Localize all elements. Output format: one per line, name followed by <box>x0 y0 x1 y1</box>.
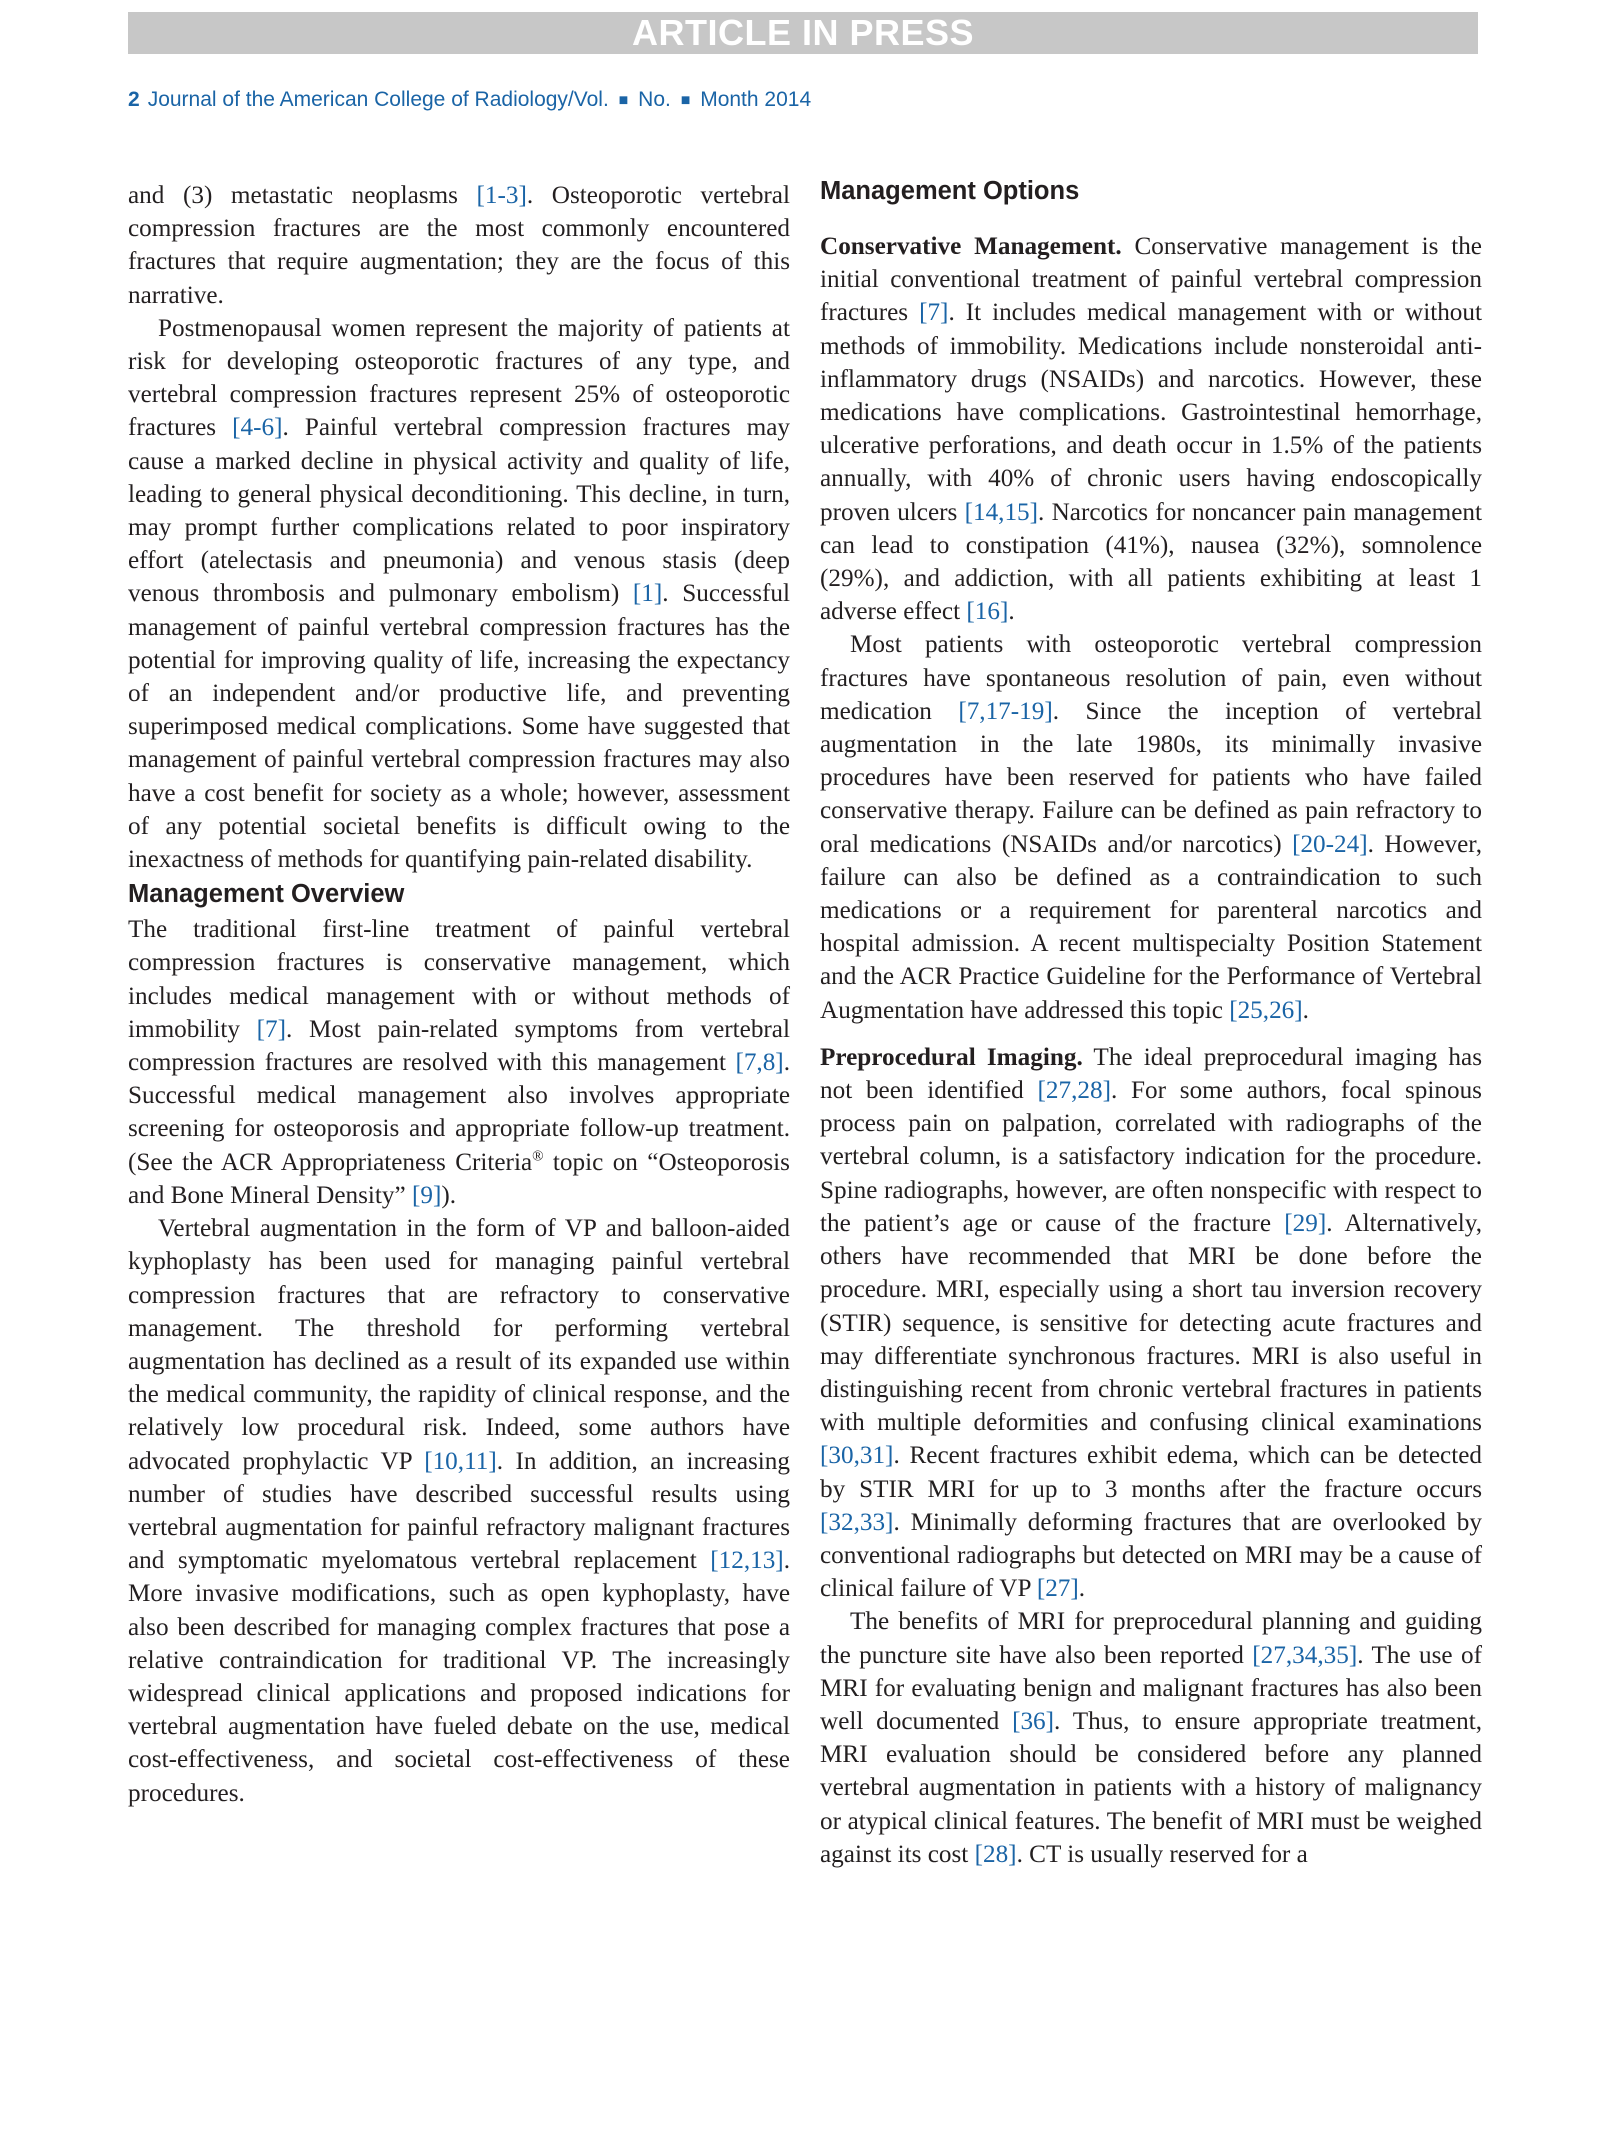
reference-link[interactable]: [27,28] <box>1037 1077 1111 1105</box>
reference-link[interactable]: [7] <box>256 1015 287 1043</box>
reference-link[interactable]: [10,11] <box>424 1447 497 1475</box>
reference-link[interactable]: [7,8] <box>735 1049 784 1077</box>
issue-number: No. <box>638 88 671 111</box>
subsection-heading-conservative: Conservative Management. <box>820 233 1122 260</box>
running-head <box>128 88 811 112</box>
paragraph: Vertebral augmentation in the form of VP and balloon-aided kyphoplasty has been used for managing painful vertebral compression fractures that are refractory to conservative management. The threshold for performing vertebral augmentation has declined as a result of its expanded use within the medical community, the rapidity of clinical response, and the relatively low procedural risk. Indeed, some authors have advocated prophylactic VP [10,11]. In addition, an increasing number of studies have described successful results using vertebral augmentation for painful refractory malignant fractures and symptomatic myelomatous vertebral replacement [12,13]. More invasive modifications, such as open kyphoplasty, have also been described for managing complex fractures that pose a relative contraindication for traditional VP. The increasingly widespread clinical applications and proposed indications for vertebral augmentation have fueled debate on the use, medical cost-effectiveness, and societal cost-effectiveness of these procedures. <box>128 1215 790 1807</box>
section-heading-management-options: Management Options <box>820 177 1080 205</box>
reference-link[interactable]: [7,17-19] <box>958 697 1053 725</box>
reference-link[interactable]: [14,15] <box>964 498 1039 526</box>
reference-link[interactable]: [30,31] <box>820 1442 894 1470</box>
reference-link[interactable]: [27,34,35] <box>1252 1641 1358 1669</box>
paragraph: Postmenopausal women represent the majority of patients at risk for developing osteoporotic fractures of any type, and vertebral compression fractures represent 25% of osteoporotic fractures [4-6]. Painful vertebral compression fractures may cause a marked decline in physical activity and quality of life, leading to general physical deconditioning. This decline, in turn, may prompt further complications related to poor inspiratory effort (atelectasis and pneumonia) and venous stasis (deep venous thrombosis and pulmonary embolism) [1]. Successful management of painful vertebral compression fractures has the potential for improving quality of life, increasing the expectancy of an independent and/or productive life, and preventing superimposed medical complications. Some have suggested that management of painful vertebral compression fractures may also have a cost benefit for society as a whole; however, assessment of any potential societal benefits is difficult owing to the inexactness of methods for quantifying pain-related disability. <box>128 314 790 874</box>
reference-link[interactable]: [1-3] <box>476 182 527 209</box>
journal-title: Journal of the American College of Radiology/Vol. <box>147 88 609 111</box>
paragraph: The benefits of MRI for preprocedural planning and guiding the puncture site have also been reported [27,34,35]. The use of MRI for evaluating benign and malignant fractures has also been well documented [36]. Thus, to ensure appropriate treatment, MRI evaluation should be considered before any planned vertebral augmentation in patients with a history of malignancy or atypical clinical features. The benefit of MRI must be weighed against its cost [28]. CT is usually reserved for a <box>820 1608 1482 1868</box>
paragraph: Preprocedural Imaging. The ideal preprocedural imaging has not been identified [27,28]. For some authors, focal spinous process pain on palpation, correlated with radiographs of the vertebral column, is a satisfactory indication for the procedure. Spine radiographs, however, are often nonspecific with respect to the patient’s age or cause of the fracture [29]. Alternatively, others have recommended that MRI be done before the procedure. MRI, especially using a short tau inversion recovery (STIR) sequence, is sensitive for detecting acute fractures and may differentiate synchronous fractures. MRI is also useful in distinguishing recent from chronic vertebral fractures in patients with multiple deformities and confusing clinical examinations [30,31]. Recent fractures exhibit edema, which can be detected by STIR MRI for up to 3 months after the fracture occurs [32,33]. Minimally deforming fractures that are overlooked by conventional radiographs but detected on MRI may be a cause of clinical failure of VP [27]. <box>820 1043 1483 1603</box>
paragraph: Conservative Management. Conservative management is the initial conventional treatment of painful vertebral compression fractures [7]. It includes medical management with or without methods of immobility. Medications include nonsteroidal anti-inflammatory drugs (NSAIDs) and narcotics. However, these medications have complications. Gastrointestinal hemorrhage, ulcerative perforations, and death occur in 1.5% of the patients annually, with 40% of chronic users having endoscopically proven ulcers [14,15]. Narcotics for noncancer pain management can lead to constipation (41%), nausea (32%), somnolence (29%), and addiction, with all patients exhibiting at least 1 adverse effect [16]. <box>820 233 1482 626</box>
page-number: 2 <box>128 88 140 111</box>
reference-link[interactable]: [1] <box>632 580 663 608</box>
issue-date: Month 2014 <box>700 88 812 111</box>
reference-link[interactable]: [4-6] <box>232 414 283 442</box>
reference-link[interactable]: [32,33] <box>820 1508 894 1536</box>
reference-link[interactable]: [7] <box>919 299 949 327</box>
article-in-press-banner: ARTICLE IN PRESS <box>128 12 1478 54</box>
paragraph: Most patients with osteoporotic vertebral compression fractures have spontaneous resolution of pain, even without medication [7,17-19]. Since the inception of vertebral augmentation in the late 1980s, its minimally invasive procedures have been reserved for patients who have failed conservative therapy. Failure can be defined as pain refractory to oral medications (NSAIDs and/or narcotics) [20-24]. However, failure can also be defined as a contraindication to such medications or a requirement for parenteral narcotics and hospital admission. A recent multispecialty Position Statement and the ACR Practice Guideline for the Performance of Vertebral Augmentation have addressed this topic [25,26]. <box>820 631 1483 1024</box>
reference-link[interactable]: [20-24] <box>1292 830 1368 858</box>
square-separator-icon: ■ <box>618 92 629 109</box>
left-column <box>128 179 790 1810</box>
section-heading-management-overview: Management Overview <box>128 880 405 909</box>
reference-link[interactable]: [25,26] <box>1229 996 1303 1024</box>
registered-mark: ® <box>532 1148 544 1165</box>
reference-link[interactable]: [36] <box>1012 1707 1055 1735</box>
square-separator-icon: ■ <box>680 92 691 109</box>
right-column <box>820 179 1482 1871</box>
reference-link[interactable]: [28] <box>974 1840 1017 1868</box>
reference-link[interactable]: [9] <box>412 1181 442 1209</box>
reference-link[interactable]: [16] <box>966 598 1009 626</box>
paragraph: The traditional first-line treatment of painful vertebral compression fractures is conservative management, which includes medical management with or without methods of immobility [7]. Most pain-related symptoms from vertebral compression fractures are resolved with this management [7,8]. Successful medical management also involves appropriate screening for osteoporosis and appropriate follow-up treatment. (See the ACR Appropriateness Criteria® topic on “Osteoporosis and Bone Mineral Density” [9]). <box>128 916 790 1209</box>
reference-link[interactable]: [27] <box>1036 1575 1079 1603</box>
reference-link[interactable]: [29] <box>1284 1209 1327 1237</box>
reference-link[interactable]: [12,13] <box>710 1547 784 1575</box>
paragraph: and (3) metastatic neoplasms [1-3]. Osteoporotic vertebral compression fractures are the most commonly encountered fractures that require augmentation; they are the focus of this narrative. <box>128 182 790 309</box>
subsection-heading-preprocedural-imaging: Preprocedural Imaging. <box>820 1043 1083 1071</box>
